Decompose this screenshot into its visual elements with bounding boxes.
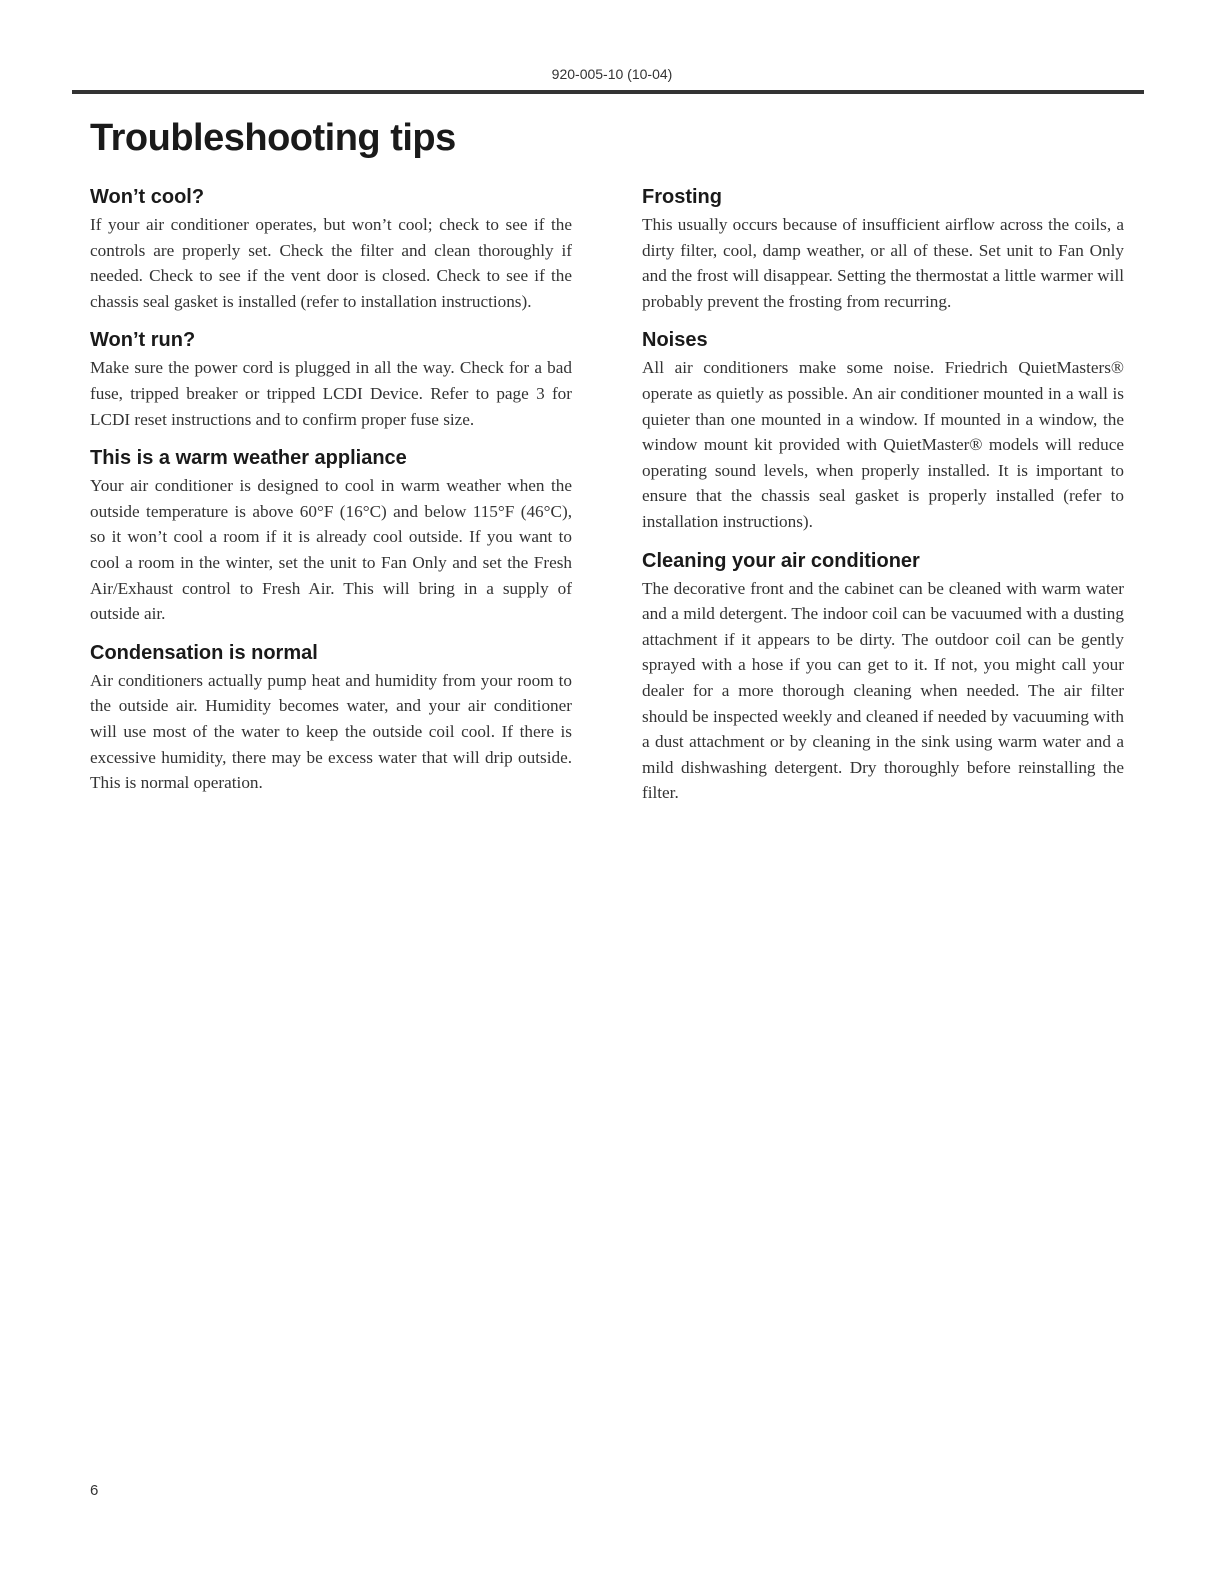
header-rule: [72, 90, 1144, 94]
section-condensation: [90, 641, 572, 796]
section-noises: [642, 328, 1124, 534]
page-title: Troubleshooting tips: [90, 117, 456, 159]
section-body: Make sure the power cord is plugged in all the way. Check for a bad fuse, tripped breaker or tripped LCDI Device. Refer to page 3 for LCDI reset instructions and to confirm proper fuse size.: [90, 358, 572, 429]
section-cleaning: [642, 549, 1124, 806]
left-column: [90, 185, 572, 810]
section-body: Air conditioners actually pump heat and humidity from your room to the outside air. Humidity becomes water, and your air conditioner will use most of the water to keep the outside coil cool. If there is excessive humidity, there may be excess water that will drip outside. This is normal operation.: [90, 670, 572, 793]
page-number: 6: [90, 1482, 99, 1499]
section-wont-cool: [90, 185, 572, 314]
section-heading: Noises: [642, 329, 708, 352]
section-body: The decorative front and the cabinet can be cleaned with warm water and a mild detergent. The indoor coil can be vacuumed with a dusting attachment if it appears to be dirty. The outdoor coil can be gently sprayed with a hose if you can get to it. If not, you might call your dealer for a more thorough cleaning when needed. The air filter should be inspected weekly and cleaned if needed by vacuuming with a dust attachment or by cleaning in the sink using warm water and a mild dishwashing detergent. Dry thoroughly before reinstalling the filter.: [642, 578, 1124, 803]
section-body: Your air conditioner is designed to cool in warm weather when the outside temperature is above 60°F (16°C) and below 115°F (46°C), so it won’t cool a room if it is already cool outside. If you want to cool a room in the winter, set the unit to Fan Only and set the Fresh Air/Exhaust control to Fresh Air. This will bring in a supply of outside air.: [90, 476, 572, 624]
section-heading: Won’t cool?: [90, 186, 205, 208]
section-warm-weather: [90, 446, 572, 627]
section-wont-run: [90, 328, 572, 432]
right-column: [642, 185, 1124, 820]
section-heading: Condensation is normal: [90, 641, 318, 664]
section-body: All air conditioners make some noise. Friedrich QuietMasters® operate as quietly as possible. An air conditioner mounted in a wall is quieter than one mounted in a window. If mounted in a window, the window mount kit provided with QuietMaster® models will reduce operating sound levels, when properly installed. It is important to ensure that the chassis seal gasket is properly installed (refer to installation instructions).: [642, 358, 1124, 531]
section-heading: Won’t run?: [90, 329, 196, 352]
section-frosting: [642, 185, 1124, 314]
section-body: If your air conditioner operates, but won’t cool; check to see if the controls are properly set. Check the filter and clean thoroughly if needed. Check to see if the vent door is closed. Check to see if the chassis seal gasket is installed (refer to installation instructions).: [90, 215, 572, 311]
section-heading: Cleaning your air conditioner: [642, 549, 920, 572]
section-heading: Frosting: [642, 186, 722, 208]
section-heading: This is a warm weather appliance: [90, 447, 407, 470]
document-number: 920-005-10 (10-04): [551, 66, 673, 82]
section-body: This usually occurs because of insufficient airflow across the coils, a dirty filter, cool, damp weather, or all of these. Set unit to Fan Only and the frost will disappear. Setting the thermostat a little warmer will probably prevent the frosting from recurring.: [642, 215, 1124, 311]
